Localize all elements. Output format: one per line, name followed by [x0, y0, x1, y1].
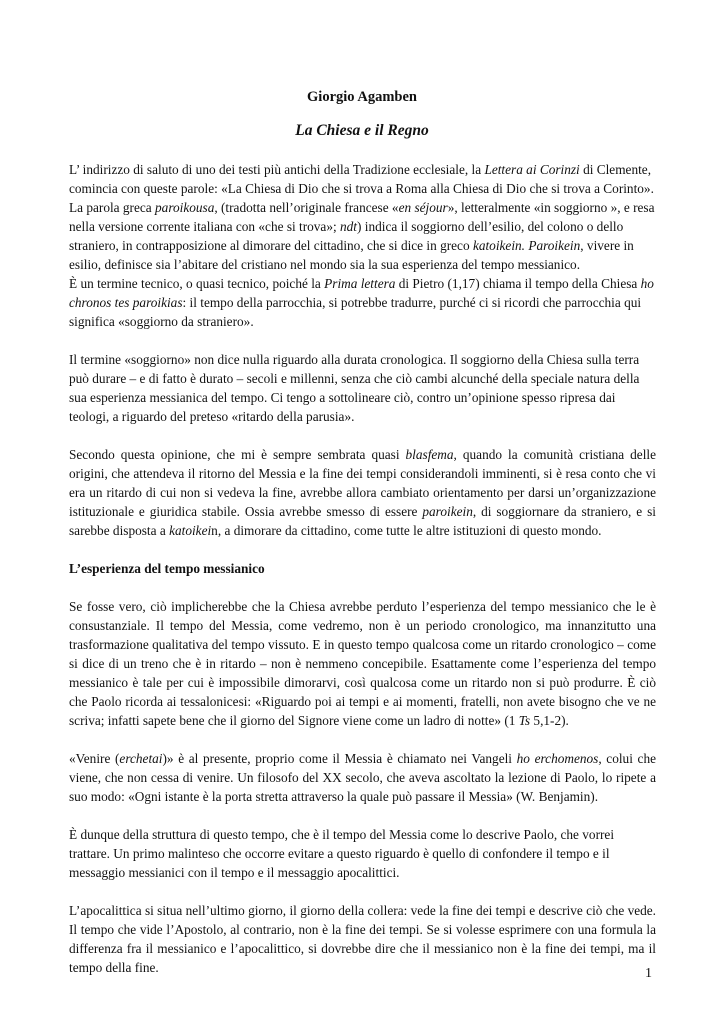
page-number: 1 [645, 966, 652, 981]
paragraph-5: Se fosse vero, ciò implicherebbe che la Chiesa avrebbe perduto l’esperienza del tempo messianico che le è consustanziale. Il tempo del Messia, come vedremo, non è un periodo cronologico, ma innanzitutto una trasformazione qualitativa del tempo vissuto. E in questo tempo qualcosa come un ritardo cronologico – come si dice di un treno che è in ritardo – non è nemmeno concepibile. Esattamente come l’esperienza del tempo messianico è tale per cui è impossibile dimorarvi, così qualcosa come un ritardo non si può produrre. È ciò che Paolo ricorda ai tessalonicesi: «Riguardo poi ai tempi e ai momenti, fratelli, non avete bisogno che ve ne scriva; infatti sapete bene che il giorno del Signore viene come un ladro di notte» (1 Ts 5,1-2). [69, 599, 656, 728]
paragraph-1: L’ indirizzo di saluto di uno dei testi più antichi della Tradizione ecclesiale, la Lettera ai Corinzi di Clemente, comincia con queste parole: «La Chiesa di Dio che si trova a Roma alla Chiesa di Dio che si trova a Corinto». La parola greca paroikousa, (tradotta nell’originale francese «en séjour», letteralmente «in soggiorno », e resa nella versione corrente italiana con «che si trova»; ndt) indica il soggiorno dell’esilio, del colono o dello straniero, in contrapposizione al dimorare del cittadino, che si dice in greco katoikein. Paroikein, vivere in esilio, definisce sia l’abitare del cristiano nel mondo sia la sua esperienza del tempo messianico. [69, 162, 655, 272]
section-heading: L’esperienza del tempo messianico [69, 561, 265, 576]
document-title: La Chiesa e il Regno [295, 122, 429, 139]
author-name: Giorgio Agamben [307, 89, 417, 105]
paragraph-4: Secondo questa opinione, che mi è sempre sembrata quasi blasfema, quando la comunità cristiana delle origini, che attendeva il ritorno del Messia e la fine dei tempi considerandoli imminenti, si è resa conto che vi era un ritardo di cui non si vedeva la fine, avrebbe allora cambiato orientamento per darsi un’organizzazione istituzionale e giuridica stabile. Ossia avrebbe smesso di essere paroikein, di soggiornare da straniero, e si sarebbe disposta a katoikein, a dimorare da cittadino, come tutte le altre istituzioni di questo mondo. [69, 447, 657, 538]
paragraph-7: È dunque della struttura di questo tempo, che è il tempo del Messia come lo descrive Paolo, che vorrei trattare. Un primo malinteso che occorre evitare a questo riguardo è quello di confondere il tempo e il messaggio messianici con il tempo e il messaggio apocalittici. [69, 827, 615, 880]
paragraph-8: L’apocalittica si situa nell’ultimo giorno, il giorno della collera: vede la fine dei tempi e descrive ciò che vede. Il tempo che vide l’Apostolo, al contrario, non è la fine dei tempi. Se si volesse esprimere con una formula la differenza fra il messianico e l’apocalittico, si dovrebbe dire che il messianico non è la fine dei tempi, ma il tempo della fine. [69, 903, 656, 975]
paragraph-6: «Venire (erchetai)» è al presente, proprio come il Messia è chiamato nei Vangeli ho erchomenos, colui che viene, che non cessa di venire. Un filosofo del XX secolo, che aveva ascoltato la lezione di Paolo, lo ripete a suo modo: «Ogni istante è la porta stretta attraverso la quale può passare il Messia» (W. Benjamin). [69, 751, 656, 804]
paragraph-2: È un termine tecnico, o quasi tecnico, poiché la Prima lettera di Pietro (1,17) chiama il tempo della Chiesa ho chronos tes paroikias: il tempo della parrocchia, si potrebbe tradurre, purché ci si ricordi che parrocchia qui significa «soggiorno da straniero». [69, 276, 654, 329]
document-body [69, 160, 656, 977]
paragraph-3: Il termine «soggiorno» non dice nulla riguardo alla durata cronologica. Il soggiorno della Chiesa sulla terra può durare – e di fatto è durato – secoli e millenni, senza che ciò cambi alcunché della speciale natura della sua esperienza messianica del tempo. Ci tengo a sottolineare ciò, contro un’opinione spesso ripresa dai teologi, a riguardo del preteso «ritardo della parusia». [69, 352, 640, 424]
